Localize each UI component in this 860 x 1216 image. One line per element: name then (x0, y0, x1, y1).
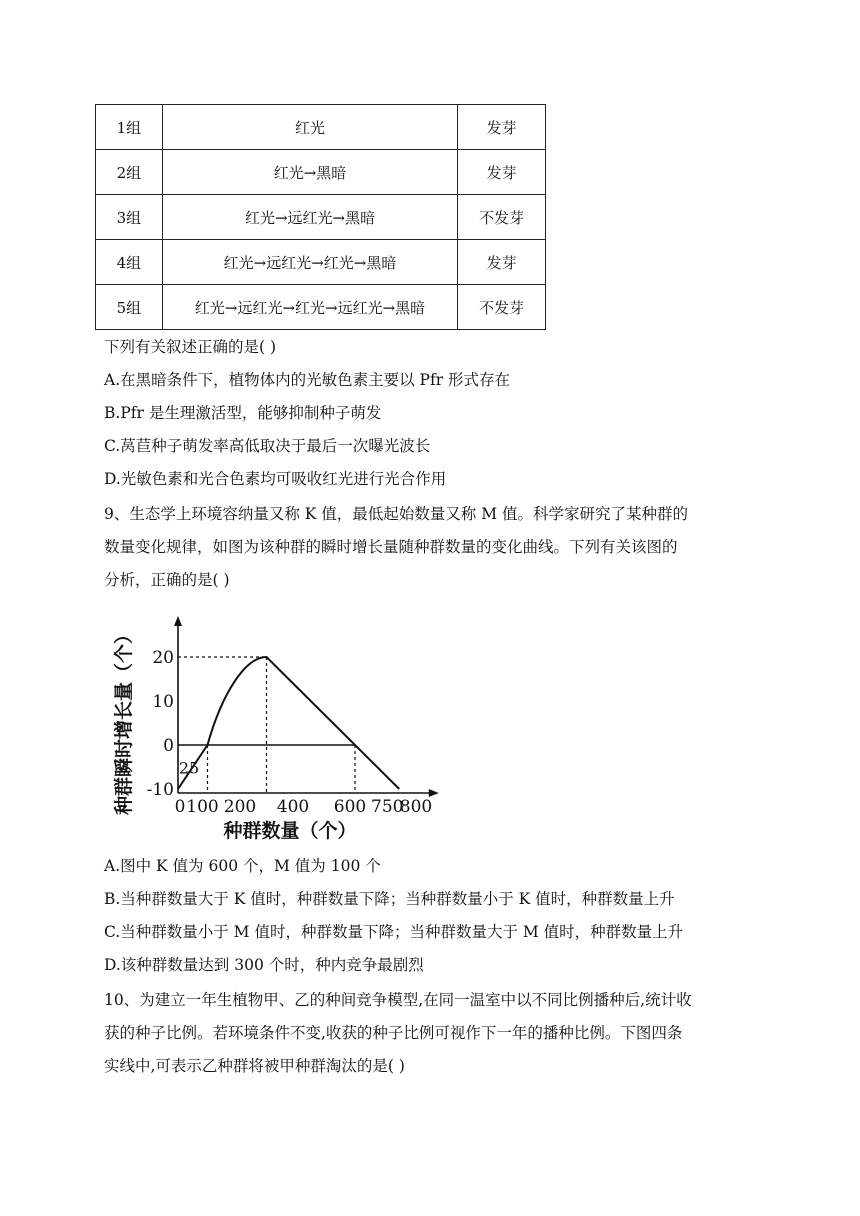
x-tick-label: 0 (174, 797, 186, 817)
table-row (96, 195, 546, 240)
result-cell: 发芽 (458, 240, 546, 285)
x-tick-label: 800 (399, 797, 433, 817)
growth-chart (110, 608, 450, 840)
treatment-cell: 红光 (162, 105, 458, 150)
y-axis-arrow (174, 616, 182, 626)
q9-stem-line-1: 9、生态学上环境容纳量又称 K 值，最低起始数量又称 M 值。科学家研究了某种群的 (104, 505, 689, 523)
y-tick-label: 10 (152, 692, 174, 712)
q10-stem-line-2: 获的种子比例。若环境条件不变,收获的种子比例可视作下一年的播种比例。下图四条 (104, 1024, 683, 1042)
group-cell: 4组 (96, 240, 163, 285)
y-tick-label: 0 (163, 736, 174, 756)
x-tick-label: 100 (186, 797, 219, 817)
q9-stem-line-3: 分析，正确的是( ) (104, 571, 230, 589)
q10-stem-line-1: 10、为建立一年生植物甲、乙的种间竞争模型,在同一温室中以不同比例播种后,统计收 (104, 991, 692, 1009)
q8-option-d: D.光敏色素和光合色素均可吸收红光进行光合作用 (104, 470, 447, 488)
q9-stem-line-2: 数量变化规律，如图为该种群的瞬时增长量随种群数量的变化曲线。下列有关该图的 (104, 538, 678, 556)
result-cell: 不发芽 (458, 195, 546, 240)
table-row (96, 285, 546, 330)
y-tick-label: -10 (146, 780, 174, 800)
growth-curve (178, 657, 399, 789)
q9-option-a: A.图中 K 值为 600 个，M 值为 100 个 (104, 857, 381, 875)
label-25: 25 (178, 758, 200, 778)
treatment-cell: 红光→远红光→红光→黑暗 (162, 240, 458, 285)
result-cell: 不发芽 (458, 285, 546, 330)
treatment-cell: 红光→远红光→红光→远红光→黑暗 (162, 285, 458, 330)
experiment-table (95, 104, 546, 330)
y-tick-label: 20 (152, 648, 174, 668)
q10-stem-line-3: 实线中,可表示乙种群将被甲种群淘汰的是( ) (104, 1057, 405, 1075)
q8-stem: 下列有关叙述正确的是( ) (104, 338, 277, 356)
group-cell: 1组 (96, 105, 163, 150)
treatment-cell: 红光→黑暗 (162, 150, 458, 195)
result-cell: 发芽 (458, 150, 546, 195)
group-cell: 5组 (96, 285, 163, 330)
q9-option-c: C.当种群数量小于 M 值时，种群数量下降；当种群数量大于 M 值时，种群数量上升 (104, 923, 684, 941)
x-tick-label: 750 (371, 797, 404, 817)
q8-option-b: B.Pfr 是生理激活型，能够抑制种子萌发 (104, 404, 382, 422)
result-cell: 发芽 (458, 105, 546, 150)
q8-option-a: A.在黑暗条件下，植物体内的光敏色素主要以 Pfr 形式存在 (104, 371, 511, 389)
y-axis-label: 种群瞬时增长量（个） (113, 624, 135, 816)
table-row (96, 240, 546, 285)
group-cell: 3组 (96, 195, 163, 240)
q8-option-c: C.莴苣种子萌发率高低取决于最后一次曝光波长 (104, 437, 431, 455)
x-tick-label: 200 (223, 797, 257, 817)
q9-option-b: B.当种群数量大于 K 值时，种群数量下降；当种群数量小于 K 值时，种群数量上升 (104, 890, 675, 908)
treatment-cell: 红光→远红光→黑暗 (162, 195, 458, 240)
table-row (96, 105, 546, 150)
x-tick-label: 400 (276, 797, 310, 817)
x-axis-label: 种群数量（个） (223, 820, 357, 840)
table-row (96, 150, 546, 195)
group-cell: 2组 (96, 150, 163, 195)
q9-option-d: D.该种群数量达到 300 个时，种内竞争最剧烈 (104, 956, 424, 974)
x-axis-arrow (429, 789, 439, 797)
x-tick-label: 600 (333, 797, 367, 817)
